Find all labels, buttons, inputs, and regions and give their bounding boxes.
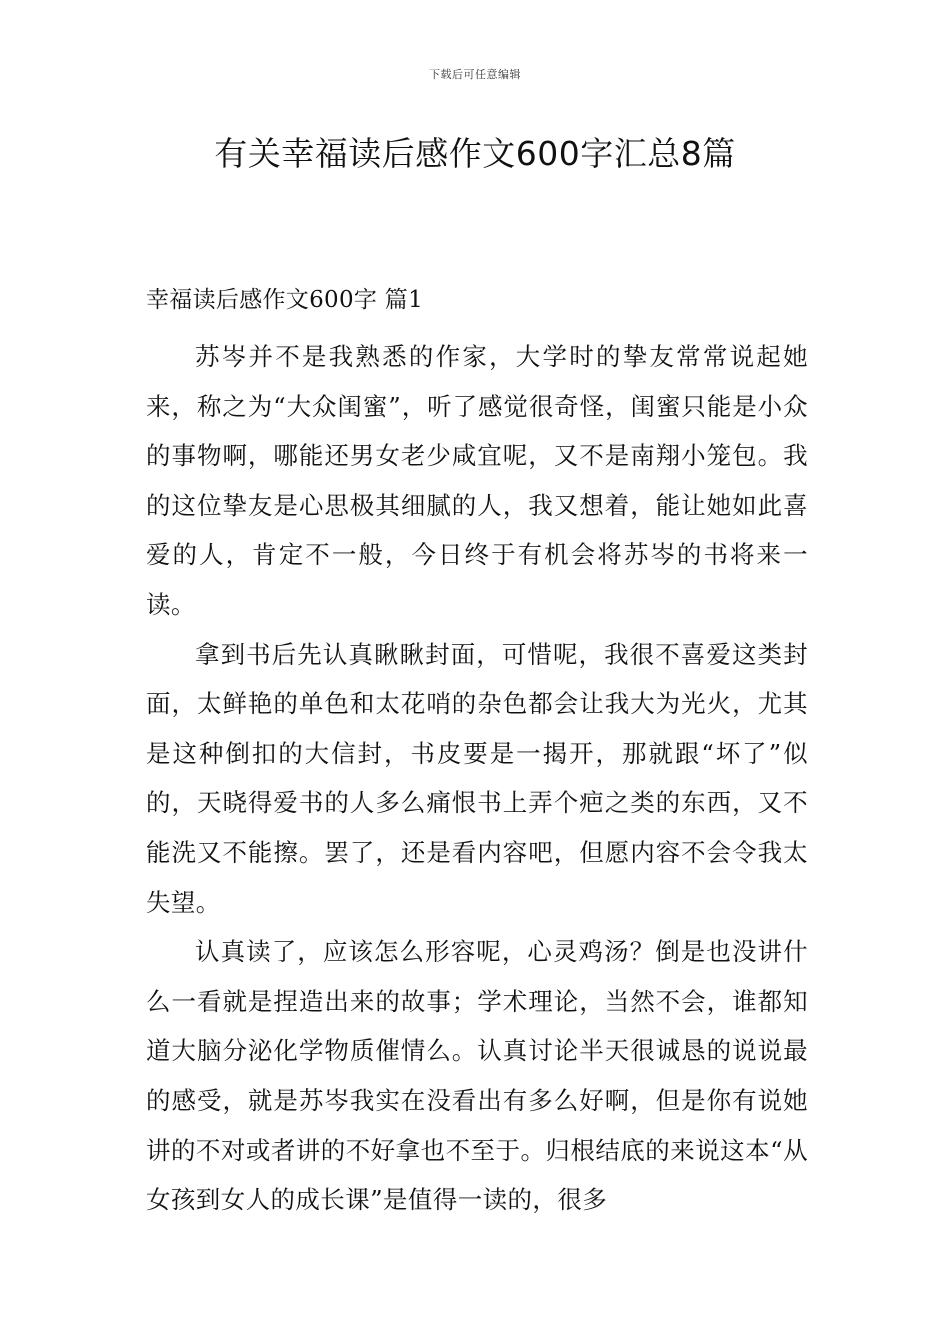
paragraph-2: 拿到书后先认真瞅瞅封面，可惜呢，我很不喜爱这类封面，太鲜艳的单色和太花哨的杂色都会让我大为光火，尤其是这种倒扣的大信封，书皮要是一揭开，那就跟“坏了”似的，天晓得爱书的人多么痛恨书上弄个疤之类的东西，又不能洗又不能擦。罢了，还是看内容吧，但愿内容不会令我太失望。 xyxy=(146,639,808,917)
page-header-note: 下载后可任意编辑 xyxy=(429,68,521,81)
document-body xyxy=(146,282,808,1225)
document-title: 有关幸福读后感作文600字汇总8篇 xyxy=(214,134,736,173)
paragraph-1: 苏岑并不是我熟悉的作家，大学时的挚友常常说起她来，称之为“大众闺蜜”，听了感觉很奇怪，闺蜜只能是小众的事物啊，哪能还男女老少咸宜呢，又不是南翔小笼包。我的这位挚友是心思极其细腻的人，我又想着，能让她如此喜爱的人，肯定不一般，今日终于有机会将苏岑的书将来一读。 xyxy=(146,342,808,619)
paragraph-3: 认真读了，应该怎么形容呢，心灵鸡汤？倒是也没讲什么一看就是捏造出来的故事；学术理论，当然不会，谁都知道大脑分泌化学物质催情么。认真讨论半天很诚恳的说说最的感受，就是苏岑我实在没看出有多么好啊，但是你有说她讲的不对或者讲的不好拿也不至于。归根结底的来说这本“从女孩到女人的成长课”是值得一读的，很多 xyxy=(146,937,808,1215)
section-heading: 幸福读后感作文600字 篇1 xyxy=(146,287,424,313)
